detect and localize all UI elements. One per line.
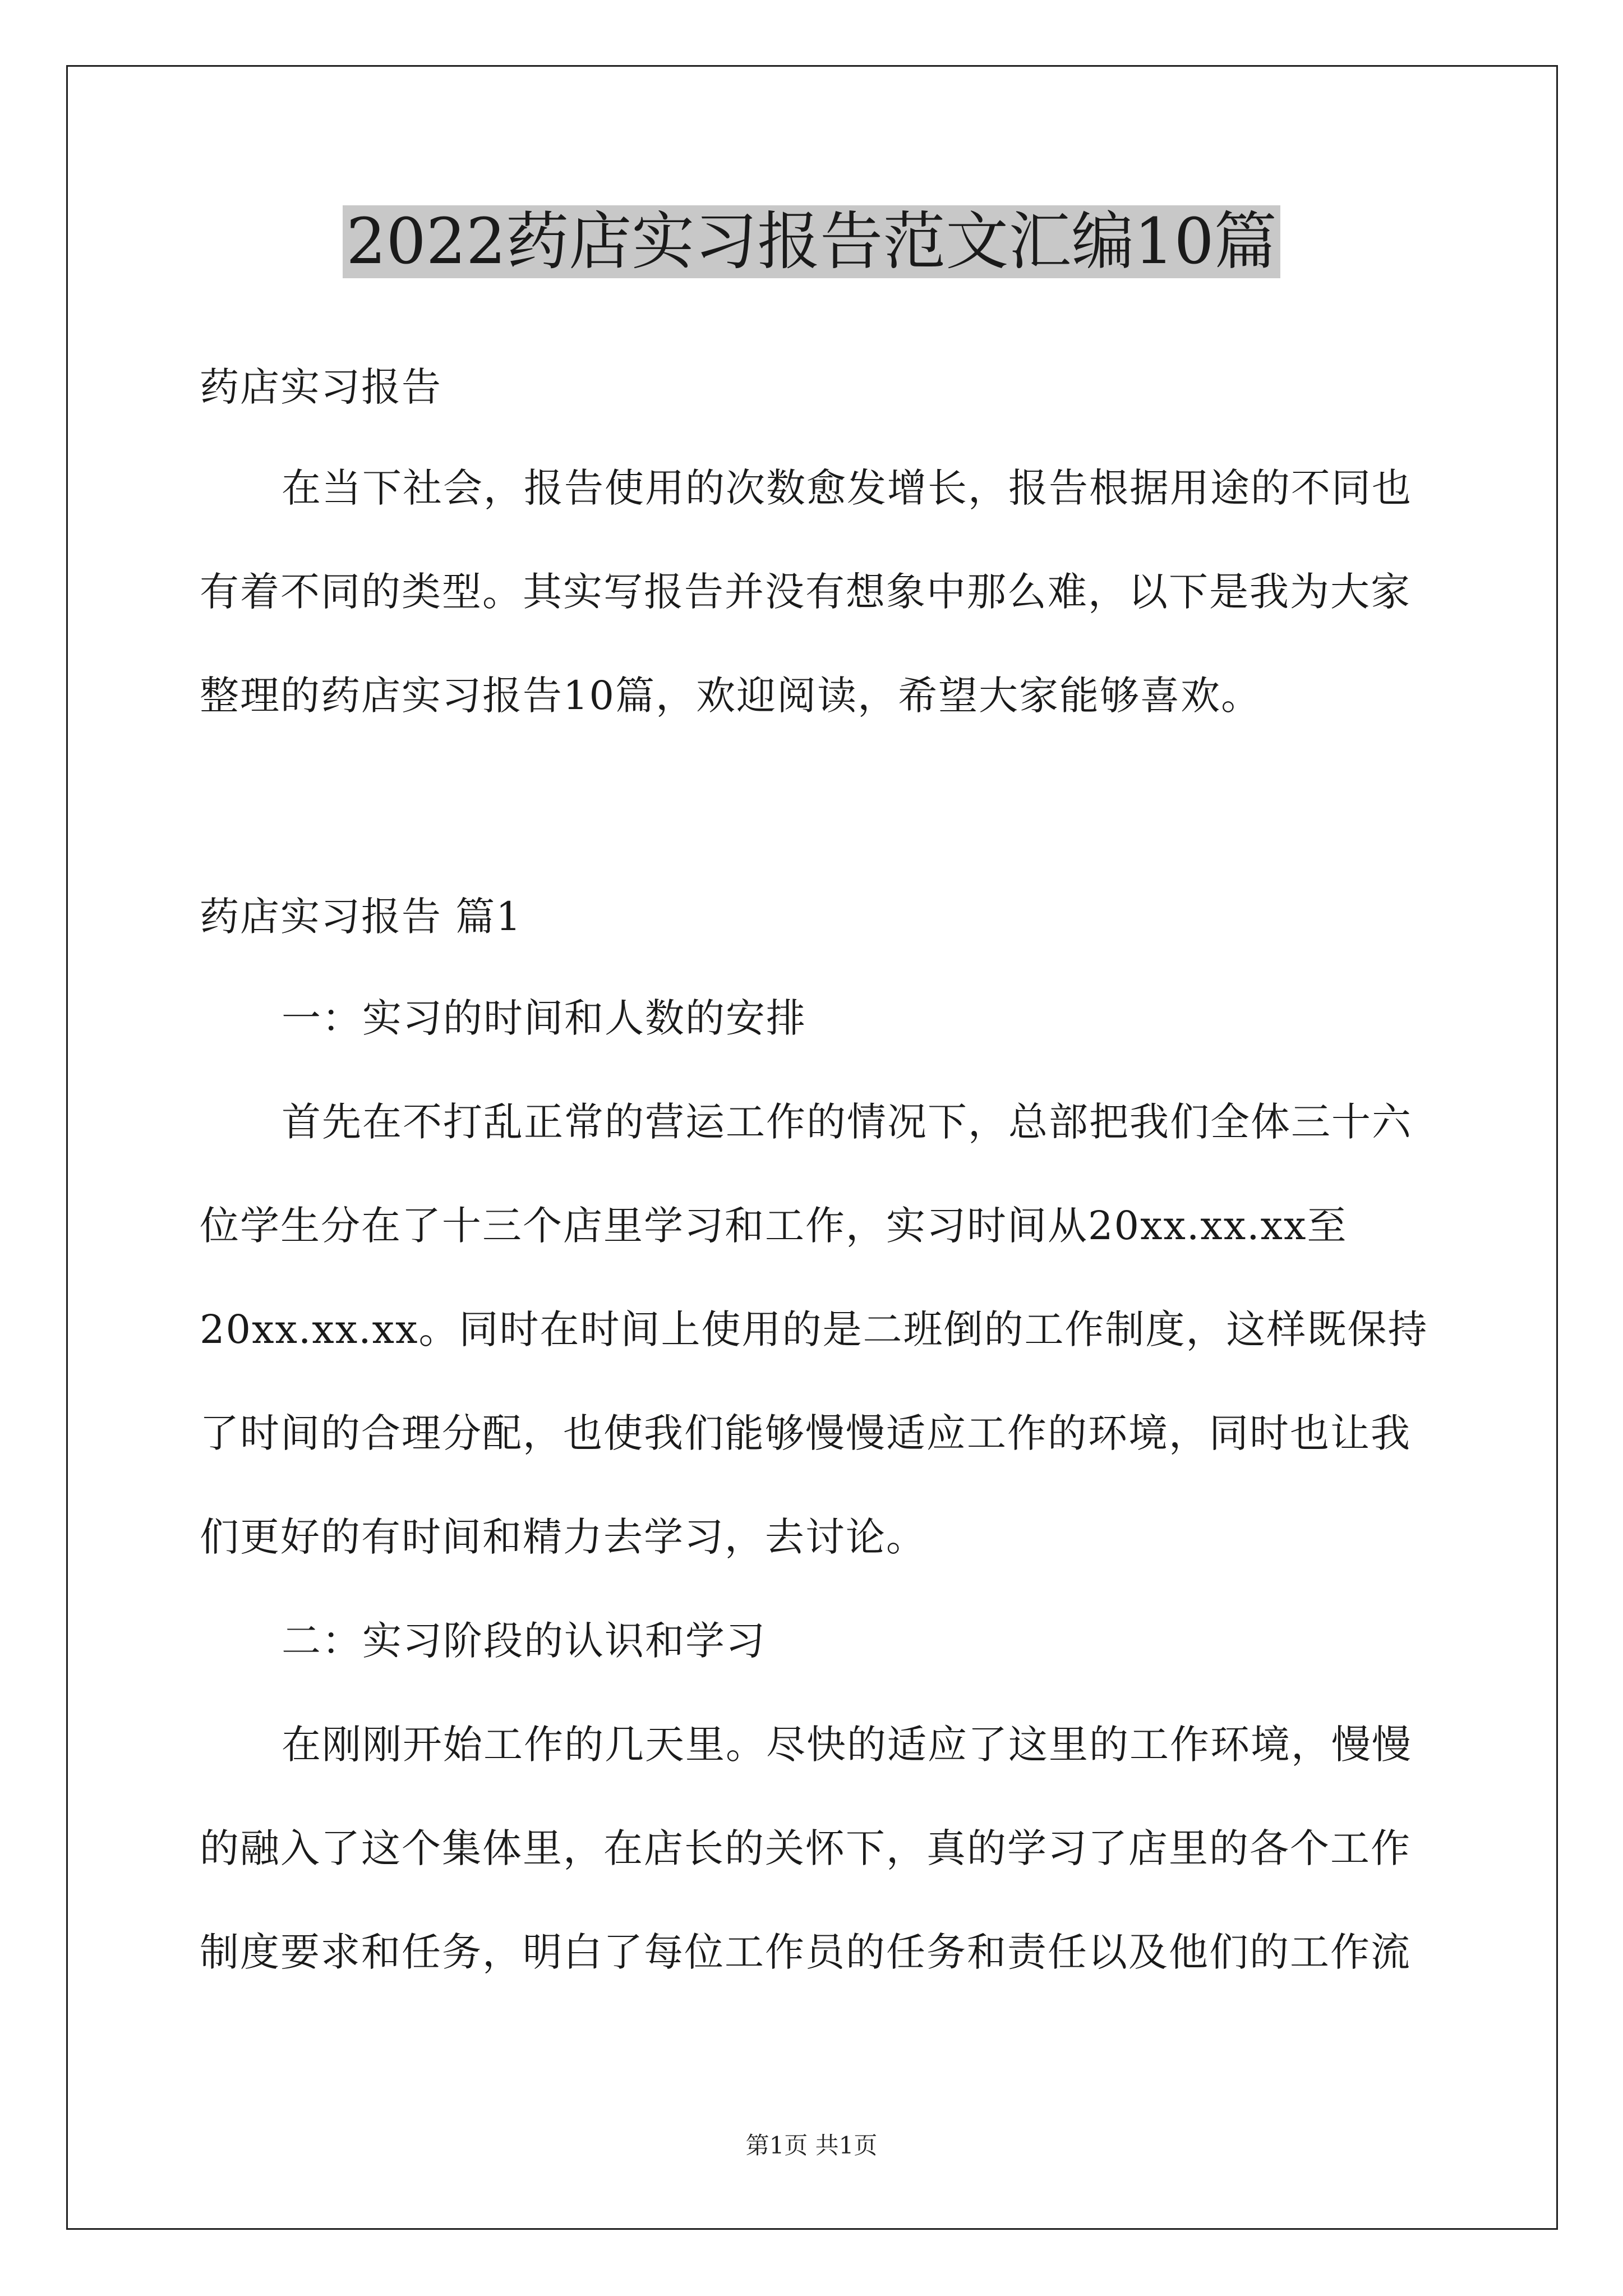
section-heading: 药店实习报告 <box>200 364 442 410</box>
paragraph-line: 整理的药店实习报告10篇，欢迎阅读，希望大家能够喜欢。 <box>200 673 1262 719</box>
paragraph-line: 制度要求和任务，明白了每位工作员的任务和责任以及他们的工作流 <box>200 1929 1411 1975</box>
paragraph-line: 们更好的有时间和精力去学习，去讨论。 <box>200 1514 926 1560</box>
paragraph-line: 有着不同的类型。其实写报告并没有想象中那么难，以下是我为大家 <box>200 569 1411 615</box>
paragraph-line: 了时间的合理分配，也使我们能够慢慢适应工作的环境，同时也让我 <box>200 1410 1411 1456</box>
section-heading: 药店实习报告 篇1 <box>200 894 522 940</box>
paragraph-line: 的融入了这个集体里，在店长的关怀下，真的学习了店里的各个工作 <box>200 1825 1411 1871</box>
paragraph-line: 位学生分在了十三个店里学习和工作，实习时间从20xx.xx.xx至 <box>200 1203 1348 1249</box>
page-footer <box>0 2129 1623 2162</box>
document-title <box>0 200 1623 284</box>
paragraph-line: 首先在不打乱正常的营运工作的情况下，总部把我们全体三十六 <box>282 1099 1412 1145</box>
subheading: 一：实习的时间和人数的安排 <box>282 995 806 1041</box>
paragraph-line: 在刚刚开始工作的几天里。尽快的适应了这里的工作环境，慢慢 <box>282 1722 1412 1768</box>
paragraph-line: 在当下社会，报告使用的次数愈发增长，报告根据用途的不同也 <box>282 465 1412 511</box>
paragraph-line: 20xx.xx.xx。同时在时间上使用的是二班倒的工作制度，这样既保持 <box>200 1306 1428 1352</box>
subheading: 二：实习阶段的认识和学习 <box>282 1618 766 1664</box>
title-text: 2022药店实习报告范文汇编10篇 <box>343 205 1280 278</box>
page-number: 第1页 共1页 <box>745 2132 878 2159</box>
